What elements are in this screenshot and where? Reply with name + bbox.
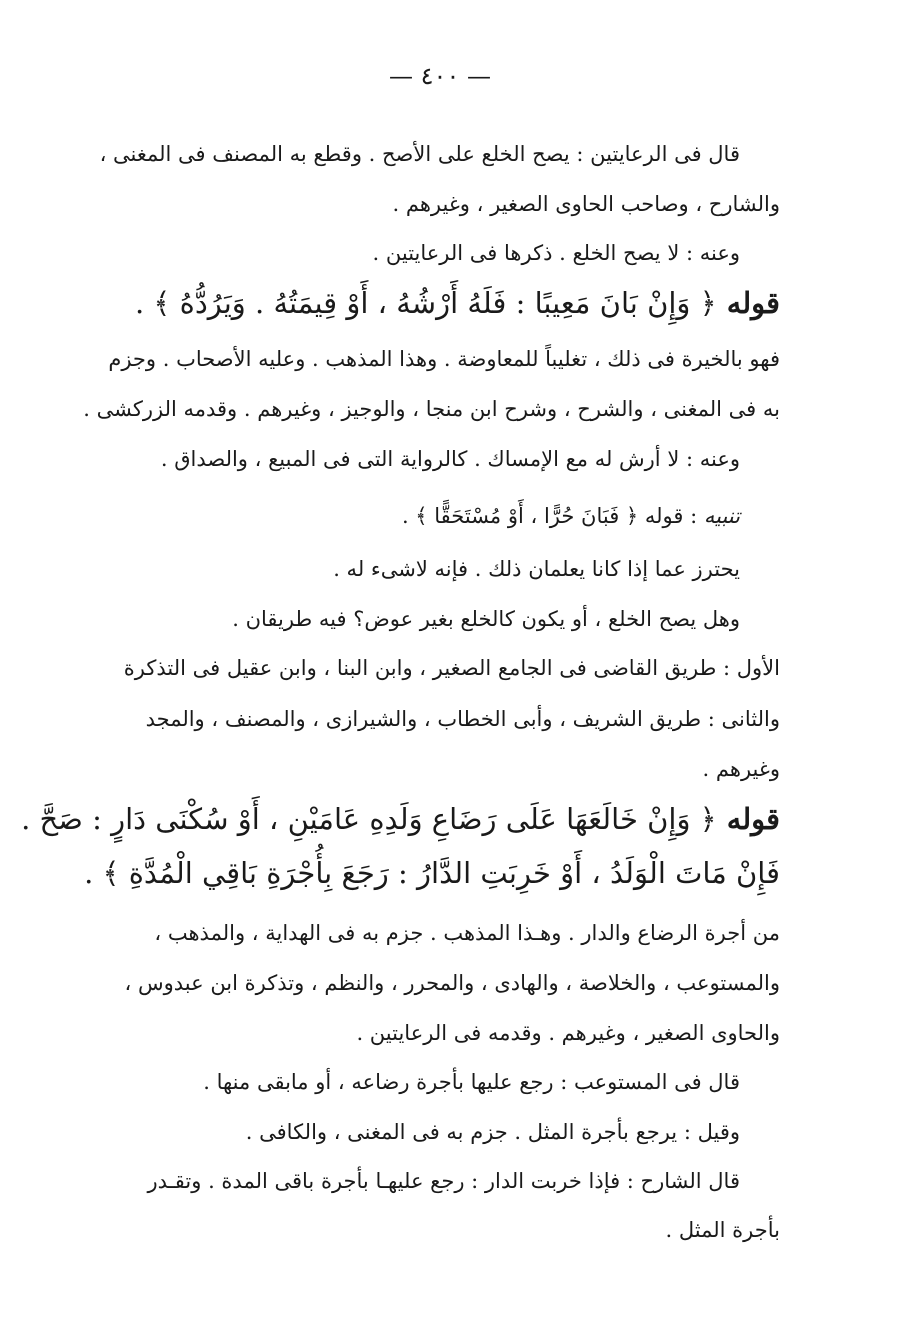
qawl-heading — [21, 798, 780, 842]
tanbih-keyword: تنبيه — [703, 504, 740, 528]
text-line: والثانى : طريق الشريف ، وأبى الخطاب ، والشيرازى ، والمصنف ، والمجد — [145, 707, 780, 731]
quran-quote: فَإِنْ مَاتَ الْوَلَدُ ، أَوْ خَرِبَتِ الدَّارُ : رَجَعَ بِأُجْرَةِ بَاقِي الْمُدَّةِ ﴾ . — [84, 856, 780, 890]
text-line: والمستوعب ، والخلاصة ، والهادى ، والمحرر ، والنظم ، وتذكرة ابن عبدوس ، — [124, 971, 780, 995]
text-line: وهل يصح الخلع ، أو يكون كالخلع بغير عوض؟ فيه طريقان . — [232, 607, 740, 631]
page-number: — ٤٠٠ — — [389, 62, 491, 90]
tanbih-line — [100, 500, 780, 534]
qawl-keyword: قوله — [726, 286, 780, 320]
qawl-keyword: قوله — [726, 802, 780, 836]
text-line: والشارح ، وصاحب الحاوى الصغير ، وغيرهم . — [392, 192, 780, 216]
text-line: من أجرة الرضاع والدار . وهـذا المذهب . جزم به فى الهداية ، والمذهب ، — [154, 921, 780, 945]
text-line: وعنه : لا أرش له مع الإمساك . كالرواية التى فى المبيع ، والصداق . — [160, 447, 740, 471]
quran-quote: ﴿ وَإِنْ بَانَ مَعِيبًا : فَلَهُ أَرْشُهُ ، أَوْ قِيمَتُهُ . وَيَرُدُّهُ ﴾ . — [134, 286, 717, 320]
text-line: والحاوى الصغير ، وغيرهم . وقدمه فى الرعايتين . — [356, 1021, 780, 1045]
text-line: فهو بالخيرة فى ذلك ، تغليباً للمعاوضة . وهذا المذهب . وعليه الأصحاب . وجزم — [108, 347, 780, 371]
qawl-heading — [100, 282, 780, 326]
text-line: بأجرة المثل . — [665, 1218, 780, 1242]
text-line: وغيرهم . — [702, 757, 780, 781]
document-page — [21, 0, 780, 1344]
quran-quote: ﴿ وَإِنْ خَالَعَهَا عَلَى رَضَاعِ وَلَدِهِ عَامَيْنِ ، أَوْ سُكْنَى دَارٍ : صَحَّ . — [21, 802, 717, 836]
text-line: وعنه : لا يصح الخلع . ذكرها فى الرعايتين . — [372, 241, 740, 265]
text-line: به فى المغنى ، والشرح ، وشرح ابن منجا ، والوجيز ، وغيرهم . وقدمه الزركشى . — [83, 397, 780, 421]
text-line: وقيل : يرجع بأجرة المثل . جزم به فى المغنى ، والكافى . — [245, 1120, 740, 1144]
qawl-continuation — [84, 852, 780, 896]
text-line: يحترز عما إذا كانا يعلمان ذلك . فإنه لاشىء له . — [333, 557, 740, 581]
text-line: الأول : طريق القاضى فى الجامع الصغير ، وابن البنا ، وابن عقيل فى التذكرة — [123, 656, 780, 680]
text-line: قال فى الرعايتين : يصح الخلع على الأصح . وقطع به المصنف فى المغنى ، — [99, 142, 740, 166]
tanbih-text: : قوله ﴿ فَبَانَ حُرًّا ، أَوْ مُسْتَحَقًّا ﴾ . — [401, 504, 698, 528]
text-line: قال فى المستوعب : رجع عليها بأجرة رضاعه ، أو مابقى منها . — [203, 1070, 740, 1094]
text-line: قال الشارح : فإذا خربت الدار : رجع عليهـا بأجرة باقى المدة . وتقـدر — [147, 1169, 740, 1193]
